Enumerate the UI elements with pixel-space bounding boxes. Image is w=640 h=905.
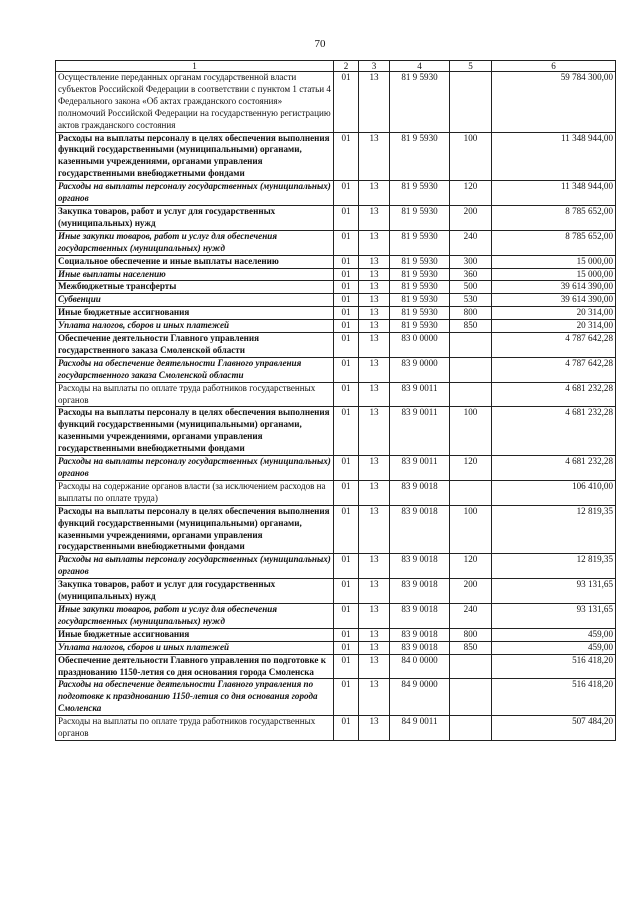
row-subsection-cell: 13 <box>359 320 390 333</box>
row-expense-type-cell: 530 <box>450 294 492 307</box>
row-name-cell: Расходы на выплаты персоналу в целях обеспечения выполнения функций государственными (муниципальными) органами, казенными учреждениями, органами управления государственными внебюджетными фондами <box>56 132 334 181</box>
table-row <box>56 205 616 230</box>
row-amount-cell: 20 314,00 <box>492 320 616 333</box>
row-target-code-cell: 81 9 5930 <box>390 268 450 281</box>
row-target-code-cell: 81 9 5930 <box>390 181 450 206</box>
row-name-cell: Уплата налогов, сборов и иных платежей <box>56 641 334 654</box>
row-section-cell: 01 <box>334 679 359 716</box>
row-section-cell: 01 <box>334 307 359 320</box>
row-section-cell: 01 <box>334 579 359 604</box>
row-expense-type-cell: 100 <box>450 505 492 554</box>
row-section-cell: 01 <box>334 357 359 382</box>
table-row <box>56 181 616 206</box>
row-amount-cell: 12 819,35 <box>492 505 616 554</box>
row-amount-cell: 15 000,00 <box>492 268 616 281</box>
table-row <box>56 132 616 181</box>
row-section-cell: 01 <box>334 382 359 407</box>
row-expense-type-cell: 100 <box>450 407 492 456</box>
table-row <box>56 230 616 255</box>
table-row <box>56 603 616 628</box>
table-row <box>56 654 616 679</box>
row-amount-cell: 516 418,20 <box>492 679 616 716</box>
row-name-cell: Расходы на выплаты по оплате труда работников государственных органов <box>56 382 334 407</box>
table-row <box>56 333 616 358</box>
table-row <box>56 716 616 741</box>
row-section-cell: 01 <box>334 654 359 679</box>
row-amount-cell: 516 418,20 <box>492 654 616 679</box>
row-section-cell: 01 <box>334 230 359 255</box>
table-row <box>56 579 616 604</box>
header-col-2: 2 <box>334 61 359 72</box>
row-section-cell: 01 <box>334 294 359 307</box>
row-amount-cell: 4 681 232,28 <box>492 407 616 456</box>
row-target-code-cell: 81 9 5930 <box>390 281 450 294</box>
row-target-code-cell: 83 9 0011 <box>390 456 450 481</box>
row-subsection-cell: 13 <box>359 456 390 481</box>
row-subsection-cell: 13 <box>359 294 390 307</box>
row-subsection-cell: 13 <box>359 382 390 407</box>
row-expense-type-cell: 800 <box>450 307 492 320</box>
row-amount-cell: 39 614 390,00 <box>492 281 616 294</box>
table-row <box>56 281 616 294</box>
row-section-cell: 01 <box>334 641 359 654</box>
row-name-cell: Иные закупки товаров, работ и услуг для обеспечения государственных (муниципальных) нужд <box>56 603 334 628</box>
row-expense-type-cell: 200 <box>450 205 492 230</box>
row-expense-type-cell: 240 <box>450 230 492 255</box>
row-subsection-cell: 13 <box>359 132 390 181</box>
row-amount-cell: 507 484,20 <box>492 716 616 741</box>
row-section-cell: 01 <box>334 181 359 206</box>
row-expense-type-cell: 120 <box>450 456 492 481</box>
row-subsection-cell: 13 <box>359 628 390 641</box>
row-expense-type-cell: 100 <box>450 132 492 181</box>
row-subsection-cell: 13 <box>359 716 390 741</box>
row-amount-cell: 93 131,65 <box>492 579 616 604</box>
row-expense-type-cell <box>450 480 492 505</box>
row-subsection-cell: 13 <box>359 230 390 255</box>
table-row <box>56 357 616 382</box>
row-expense-type-cell <box>450 716 492 741</box>
table-header <box>56 61 616 72</box>
row-target-code-cell: 81 9 5930 <box>390 205 450 230</box>
row-expense-type-cell: 360 <box>450 268 492 281</box>
row-expense-type-cell: 850 <box>450 320 492 333</box>
table-row <box>56 407 616 456</box>
row-name-cell: Расходы на обеспечение деятельности Главного управления по подготовке к празднованию 1150-летия со дня основания города Смоленска <box>56 679 334 716</box>
row-expense-type-cell: 120 <box>450 554 492 579</box>
row-target-code-cell: 81 9 5930 <box>390 307 450 320</box>
table-row <box>56 456 616 481</box>
row-target-code-cell: 83 9 0000 <box>390 357 450 382</box>
row-amount-cell: 4 787 642,28 <box>492 357 616 382</box>
row-subsection-cell: 13 <box>359 654 390 679</box>
row-name-cell: Осуществление переданных органам государственной власти субъектов Российской Федерации в соответствии с пунктом 1 статьи 4 Федерального закона «Об актах гражданского состояния» полномочий Российской Федерации на государственную регистрацию актов гражданского состояния <box>56 72 334 133</box>
row-target-code-cell: 83 9 0018 <box>390 579 450 604</box>
row-name-cell: Иные закупки товаров, работ и услуг для обеспечения государственных (муниципальных) нужд <box>56 230 334 255</box>
table-body <box>56 72 616 741</box>
table-row <box>56 307 616 320</box>
row-name-cell: Субвенции <box>56 294 334 307</box>
row-section-cell: 01 <box>334 456 359 481</box>
row-subsection-cell: 13 <box>359 357 390 382</box>
row-name-cell: Расходы на выплаты персоналу в целях обеспечения выполнения функций государственными (муниципальными) органами, казенными учреждениями, органами управления государственными внебюджетными фондами <box>56 407 334 456</box>
row-expense-type-cell: 200 <box>450 579 492 604</box>
table-row <box>56 628 616 641</box>
row-target-code-cell: 83 9 0018 <box>390 554 450 579</box>
row-amount-cell: 4 681 232,28 <box>492 456 616 481</box>
row-amount-cell: 4 681 232,28 <box>492 382 616 407</box>
row-section-cell: 01 <box>334 320 359 333</box>
table-row <box>56 641 616 654</box>
row-target-code-cell: 81 9 5930 <box>390 230 450 255</box>
row-name-cell: Обеспечение деятельности Главного управления по подготовке к празднованию 1150-летия со дня основания города Смоленска <box>56 654 334 679</box>
row-name-cell: Закупка товаров, работ и услуг для государственных (муниципальных) нужд <box>56 579 334 604</box>
row-expense-type-cell <box>450 357 492 382</box>
table-row <box>56 268 616 281</box>
row-section-cell: 01 <box>334 333 359 358</box>
row-name-cell: Расходы на обеспечение деятельности Главного управления государственного заказа Смоленской области <box>56 357 334 382</box>
row-target-code-cell: 84 9 0011 <box>390 716 450 741</box>
row-target-code-cell: 81 9 5930 <box>390 294 450 307</box>
row-target-code-cell: 81 9 5930 <box>390 72 450 133</box>
row-amount-cell: 11 348 944,00 <box>492 132 616 181</box>
row-name-cell: Иные бюджетные ассигнования <box>56 628 334 641</box>
row-subsection-cell: 13 <box>359 505 390 554</box>
row-amount-cell: 11 348 944,00 <box>492 181 616 206</box>
row-name-cell: Расходы на выплаты персоналу государственных (муниципальных) органов <box>56 554 334 579</box>
table-row <box>56 554 616 579</box>
row-amount-cell: 20 314,00 <box>492 307 616 320</box>
row-target-code-cell: 83 9 0018 <box>390 628 450 641</box>
row-name-cell: Иные выплаты населению <box>56 268 334 281</box>
row-expense-type-cell <box>450 679 492 716</box>
row-name-cell: Расходы на выплаты персоналу государственных (муниципальных) органов <box>56 456 334 481</box>
row-amount-cell: 39 614 390,00 <box>492 294 616 307</box>
row-amount-cell: 8 785 652,00 <box>492 230 616 255</box>
row-target-code-cell: 83 9 0018 <box>390 603 450 628</box>
row-section-cell: 01 <box>334 628 359 641</box>
row-subsection-cell: 13 <box>359 603 390 628</box>
row-section-cell: 01 <box>334 505 359 554</box>
row-amount-cell: 459,00 <box>492 628 616 641</box>
table-row <box>56 320 616 333</box>
header-col-4: 4 <box>390 61 450 72</box>
row-expense-type-cell <box>450 333 492 358</box>
table-row <box>56 382 616 407</box>
row-name-cell: Обеспечение деятельности Главного управления государственного заказа Смоленской области <box>56 333 334 358</box>
row-section-cell: 01 <box>334 480 359 505</box>
row-subsection-cell: 13 <box>359 268 390 281</box>
row-section-cell: 01 <box>334 72 359 133</box>
header-col-3: 3 <box>359 61 390 72</box>
row-name-cell: Расходы на выплаты по оплате труда работников государственных органов <box>56 716 334 741</box>
row-subsection-cell: 13 <box>359 679 390 716</box>
row-target-code-cell: 81 9 5930 <box>390 320 450 333</box>
row-section-cell: 01 <box>334 132 359 181</box>
row-subsection-cell: 13 <box>359 579 390 604</box>
header-col-5: 5 <box>450 61 492 72</box>
row-section-cell: 01 <box>334 268 359 281</box>
row-target-code-cell: 83 9 0011 <box>390 407 450 456</box>
row-amount-cell: 15 000,00 <box>492 255 616 268</box>
row-name-cell: Межбюджетные трансферты <box>56 281 334 294</box>
row-target-code-cell: 84 9 0000 <box>390 679 450 716</box>
row-section-cell: 01 <box>334 205 359 230</box>
table-row <box>56 679 616 716</box>
row-expense-type-cell <box>450 654 492 679</box>
table-row <box>56 255 616 268</box>
row-subsection-cell: 13 <box>359 255 390 268</box>
row-subsection-cell: 13 <box>359 72 390 133</box>
row-expense-type-cell: 800 <box>450 628 492 641</box>
row-amount-cell: 93 131,65 <box>492 603 616 628</box>
row-section-cell: 01 <box>334 281 359 294</box>
row-name-cell: Иные бюджетные ассигнования <box>56 307 334 320</box>
row-subsection-cell: 13 <box>359 480 390 505</box>
header-col-6: 6 <box>492 61 616 72</box>
budget-table <box>55 60 616 741</box>
row-name-cell: Уплата налогов, сборов и иных платежей <box>56 320 334 333</box>
row-subsection-cell: 13 <box>359 181 390 206</box>
row-name-cell: Закупка товаров, работ и услуг для государственных (муниципальных) нужд <box>56 205 334 230</box>
row-expense-type-cell: 120 <box>450 181 492 206</box>
row-subsection-cell: 13 <box>359 205 390 230</box>
row-target-code-cell: 84 0 0000 <box>390 654 450 679</box>
row-section-cell: 01 <box>334 716 359 741</box>
row-subsection-cell: 13 <box>359 281 390 294</box>
row-expense-type-cell: 240 <box>450 603 492 628</box>
row-amount-cell: 459,00 <box>492 641 616 654</box>
row-amount-cell: 106 410,00 <box>492 480 616 505</box>
row-target-code-cell: 83 9 0018 <box>390 505 450 554</box>
row-target-code-cell: 81 9 5930 <box>390 132 450 181</box>
table-row <box>56 72 616 133</box>
row-name-cell: Социальное обеспечение и иные выплаты населению <box>56 255 334 268</box>
row-expense-type-cell: 500 <box>450 281 492 294</box>
row-section-cell: 01 <box>334 407 359 456</box>
row-subsection-cell: 13 <box>359 333 390 358</box>
row-target-code-cell: 83 0 0000 <box>390 333 450 358</box>
row-target-code-cell: 83 9 0011 <box>390 382 450 407</box>
header-col-1: 1 <box>56 61 334 72</box>
row-target-code-cell: 83 9 0018 <box>390 641 450 654</box>
row-amount-cell: 12 819,35 <box>492 554 616 579</box>
row-subsection-cell: 13 <box>359 641 390 654</box>
row-subsection-cell: 13 <box>359 307 390 320</box>
row-subsection-cell: 13 <box>359 554 390 579</box>
row-section-cell: 01 <box>334 603 359 628</box>
row-expense-type-cell: 850 <box>450 641 492 654</box>
row-expense-type-cell: 300 <box>450 255 492 268</box>
row-amount-cell: 59 784 300,00 <box>492 72 616 133</box>
row-expense-type-cell <box>450 382 492 407</box>
table-row <box>56 294 616 307</box>
page-number: 70 <box>314 38 326 50</box>
row-amount-cell: 4 787 642,28 <box>492 333 616 358</box>
header-row <box>56 61 616 72</box>
row-section-cell: 01 <box>334 255 359 268</box>
row-target-code-cell: 83 9 0018 <box>390 480 450 505</box>
table-row <box>56 480 616 505</box>
row-name-cell: Расходы на содержание органов власти (за исключением расходов на выплаты по оплате труда) <box>56 480 334 505</box>
row-name-cell: Расходы на выплаты персоналу в целях обеспечения выполнения функций государственными (муниципальными) органами, казенными учреждениями, органами управления государственными внебюджетными фондами <box>56 505 334 554</box>
row-target-code-cell: 81 9 5930 <box>390 255 450 268</box>
table-row <box>56 505 616 554</box>
row-amount-cell: 8 785 652,00 <box>492 205 616 230</box>
row-section-cell: 01 <box>334 554 359 579</box>
row-name-cell: Расходы на выплаты персоналу государственных (муниципальных) органов <box>56 181 334 206</box>
row-subsection-cell: 13 <box>359 407 390 456</box>
row-expense-type-cell <box>450 72 492 133</box>
